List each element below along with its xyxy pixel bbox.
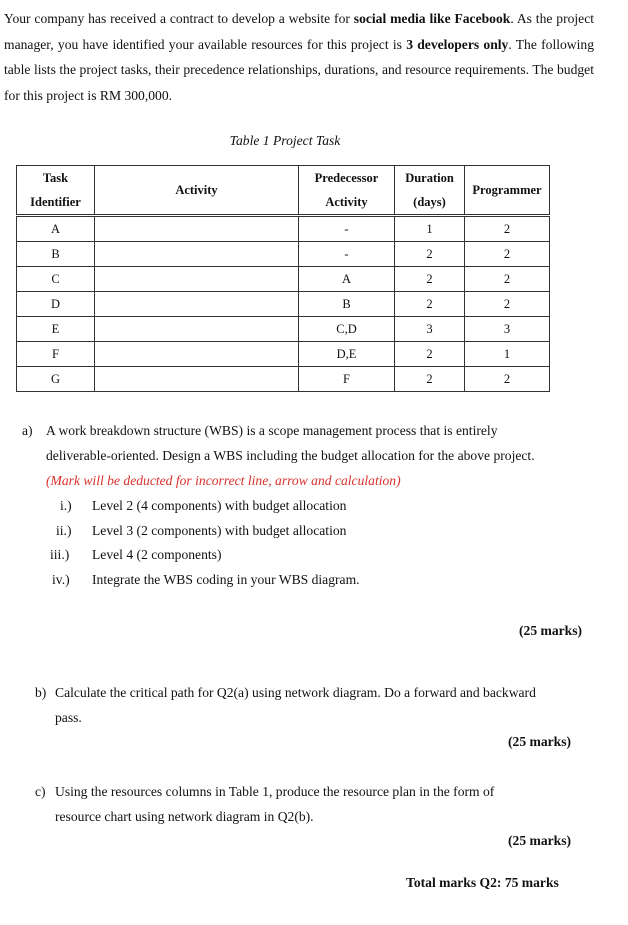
cell-activity bbox=[95, 242, 299, 267]
question-a-marks: (25 marks) bbox=[519, 623, 583, 638]
sub-item-1 bbox=[50, 498, 346, 514]
sub-item-number: iii.) bbox=[50, 547, 70, 562]
cell-duration: 2 bbox=[395, 342, 465, 367]
cell-task-id: D bbox=[17, 292, 95, 317]
question-a-label: a) bbox=[22, 423, 33, 438]
project-task-table bbox=[16, 165, 550, 392]
question-a bbox=[22, 418, 588, 493]
question-b-text-1: Calculate the critical path for Q2(a) using network diagram. Do a forward and backward bbox=[55, 685, 536, 700]
cell-activity bbox=[95, 367, 299, 392]
cell-task-id: G bbox=[17, 367, 95, 392]
cell-predecessor: - bbox=[299, 242, 395, 267]
header-predecessor bbox=[299, 166, 395, 216]
table-row bbox=[17, 242, 550, 267]
table-row bbox=[17, 367, 550, 392]
table-header-row bbox=[17, 166, 550, 216]
header-text: Identifier bbox=[30, 195, 81, 209]
header-text: Task bbox=[42, 171, 69, 185]
cell-programmer: 3 bbox=[465, 317, 550, 342]
question-b-label: b) bbox=[35, 685, 47, 700]
cell-programmer: 2 bbox=[465, 216, 550, 242]
total-marks: Total marks Q2: 75 marks bbox=[406, 875, 559, 890]
cell-task-id: F bbox=[17, 342, 95, 367]
question-c-label: c) bbox=[35, 784, 46, 799]
question-b bbox=[35, 680, 595, 730]
header-text: Predecessor bbox=[314, 171, 379, 185]
question-c-text-1: Using the resources columns in Table 1, produce the resource plan in the form of bbox=[55, 784, 495, 799]
cell-activity bbox=[95, 317, 299, 342]
cell-task-id: A bbox=[17, 216, 95, 242]
sub-item-text: Level 2 (4 components) with budget allocation bbox=[92, 498, 347, 513]
cell-task-id: B bbox=[17, 242, 95, 267]
sub-item-number: iv.) bbox=[52, 572, 70, 587]
cell-programmer: 1 bbox=[465, 342, 550, 367]
table-row bbox=[17, 267, 550, 292]
question-a-note: (Mark will be deducted for incorrect line, arrow and calculation) bbox=[46, 473, 401, 488]
question-a-text-2: deliverable-oriented. Design a WBS including the budget allocation for the above project. bbox=[46, 448, 535, 463]
table-row bbox=[17, 317, 550, 342]
sub-item-text: Integrate the WBS coding in your WBS diagram. bbox=[92, 572, 360, 587]
header-activity: Activity bbox=[95, 166, 299, 216]
cell-duration: 2 bbox=[395, 267, 465, 292]
header-duration bbox=[395, 166, 465, 216]
cell-programmer: 2 bbox=[465, 267, 550, 292]
cell-predecessor: C,D bbox=[299, 317, 395, 342]
intro-bold-2: 3 developers only bbox=[406, 36, 509, 52]
header-task-identifier bbox=[17, 166, 95, 216]
sub-item-3 bbox=[50, 547, 221, 563]
sub-item-number: i.) bbox=[60, 498, 72, 513]
cell-predecessor: B bbox=[299, 292, 395, 317]
cell-activity bbox=[95, 292, 299, 317]
table-row bbox=[17, 342, 550, 367]
cell-activity bbox=[95, 267, 299, 292]
table-row bbox=[17, 216, 550, 242]
sub-item-number: ii.) bbox=[56, 523, 72, 538]
header-programmer: Programmer bbox=[465, 166, 550, 216]
question-c bbox=[35, 779, 595, 829]
intro-paragraph bbox=[4, 6, 594, 108]
question-b-marks: (25 marks) bbox=[508, 734, 572, 749]
cell-predecessor: - bbox=[299, 216, 395, 242]
question-a-text-1: A work breakdown structure (WBS) is a scope management process that is entirely bbox=[46, 423, 498, 438]
sub-item-text: Level 3 (2 components) with budget allocation bbox=[92, 523, 347, 538]
cell-programmer: 2 bbox=[465, 242, 550, 267]
cell-duration: 3 bbox=[395, 317, 465, 342]
cell-duration: 1 bbox=[395, 216, 465, 242]
cell-activity bbox=[95, 342, 299, 367]
table-row bbox=[17, 292, 550, 317]
table-caption: Table 1 Project Task bbox=[229, 133, 341, 148]
cell-predecessor: A bbox=[299, 267, 395, 292]
cell-activity bbox=[95, 216, 299, 242]
intro-bold-1: social media like Facebook bbox=[353, 11, 511, 26]
header-text: Activity bbox=[325, 195, 368, 209]
question-b-text-2: pass. bbox=[55, 710, 82, 725]
intro-text-3: . The following table lists the project tasks, their precedence relationships, durations, and resource requirements. The budget for this project is RM 300,000. bbox=[4, 36, 594, 103]
question-c-text-2: resource chart using network diagram in Q2(b). bbox=[55, 809, 314, 824]
sub-item-4 bbox=[50, 572, 360, 588]
cell-duration: 2 bbox=[395, 242, 465, 267]
header-text: Duration bbox=[405, 171, 454, 185]
cell-task-id: C bbox=[17, 267, 95, 292]
intro-text-2: . As the project manager, you have identified your available resources for this project is bbox=[4, 11, 595, 52]
cell-predecessor: F bbox=[299, 367, 395, 392]
cell-duration: 2 bbox=[395, 367, 465, 392]
sub-item-text: Level 4 (2 components) bbox=[92, 547, 222, 562]
question-c-marks: (25 marks) bbox=[508, 833, 572, 848]
intro-text-1: Your company has received a contract to develop a website for bbox=[4, 11, 354, 26]
cell-task-id: E bbox=[17, 317, 95, 342]
sub-item-2 bbox=[50, 523, 346, 539]
cell-duration: 2 bbox=[395, 292, 465, 317]
cell-programmer: 2 bbox=[465, 292, 550, 317]
header-text: (days) bbox=[413, 195, 446, 209]
cell-predecessor: D,E bbox=[299, 342, 395, 367]
cell-programmer: 2 bbox=[465, 367, 550, 392]
